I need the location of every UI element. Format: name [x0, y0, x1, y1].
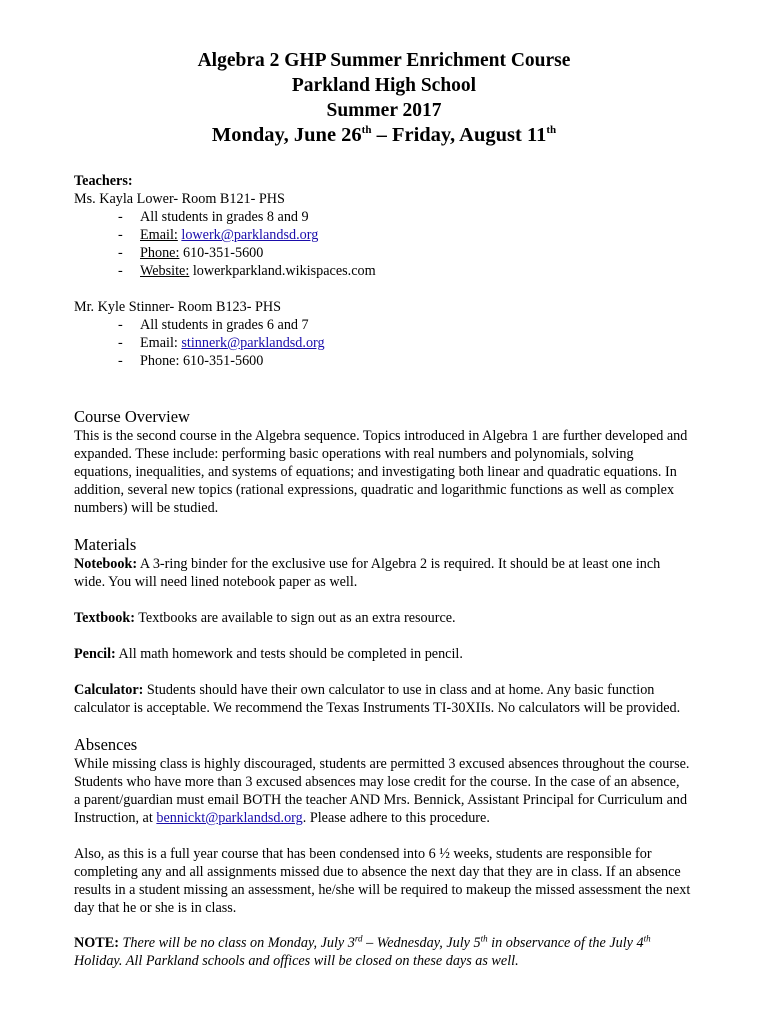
teacher-2-email-link[interactable]: stinnerk@parklandsd.org [181, 335, 325, 351]
notebook-text: Notebook: A 3-ring binder for the exclusive use for Algebra 2 is required. It should be at least one inch [74, 556, 661, 572]
title-dates: Monday, June 26th – Friday, August 11th [211, 124, 557, 146]
overview-line: This is the second course in the Algebra sequence. Topics introduced in Algebra 1 are further developed and [74, 428, 688, 444]
absences-line: results in a student missing an assessment, he/she will be required to makeup the missed assessment the next [74, 882, 691, 898]
teacher-1-email-link[interactable]: lowerk@parklandsd.org [181, 227, 319, 243]
materials-section [74, 535, 748, 717]
absences-line: Students who have more than 3 excused absences may lose credit for the course. In the case of an absence, [74, 774, 680, 790]
note-line-cont: Holiday. All Parkland schools and offices will be closed on these days as well. [74, 953, 519, 969]
pencil-text: Pencil: All math homework and tests should be completed in pencil. [74, 646, 463, 662]
title-term: Summer 2017 [326, 100, 442, 121]
teacher-2-email: - Email: stinnerk@parklandsd.org [118, 334, 748, 352]
teacher-1-name: Ms. Kayla Lower- Room B121- PHS [74, 191, 285, 207]
teachers-label: Teachers: [74, 173, 133, 189]
calculator-text-cont: calculator is acceptable. We recommend the Texas Instruments TI-30XIIs. No calculators will be provided. [74, 700, 681, 716]
bennick-email-link[interactable]: bennickt@parklandsd.org [156, 810, 303, 826]
title-course: Algebra 2 GHP Summer Enrichment Course [197, 50, 571, 71]
absences-line: While missing class is highly discouraged, students are permitted 3 excused absences throughout the course. [74, 756, 690, 772]
teachers-section [74, 172, 748, 370]
note-section [74, 934, 748, 970]
teacher-2-grades: - All students in grades 6 and 7 [118, 316, 748, 334]
absences-line: a parent/guardian must email BOTH the teacher AND Mrs. Bennick, Assistant Principal for Curriculum and [74, 792, 688, 808]
teacher-2-details [74, 316, 748, 370]
teacher-1-phone: - Phone: 610-351-5600 [118, 244, 748, 262]
absences-line: Also, as this is a full year course that has been condensed into 6 ½ weeks, students are responsible for [74, 846, 652, 862]
overview-line: equations, inequalities, and systems of equations; and investigating both linear and quadratic equations. In [74, 464, 677, 480]
materials-heading: Materials [74, 535, 137, 554]
teacher-2-name: Mr. Kyle Stinner- Room B123- PHS [74, 299, 282, 315]
teacher-1-email: - Email: lowerk@parklandsd.org [118, 226, 748, 244]
note-line: NOTE: There will be no class on Monday, July 3rd – Wednesday, July 5th in observance of the July 4th [74, 933, 651, 951]
calculator-text: Calculator: Students should have their own calculator to use in class and at home. Any basic function [74, 682, 655, 698]
absences-line: Instruction, at bennickt@parklandsd.org. Please adhere to this procedure. [74, 810, 490, 826]
textbook-text: Textbook: Textbooks are available to sign out as an extra resource. [74, 610, 456, 626]
absences-section [74, 735, 748, 917]
title-school: Parkland High School [291, 75, 477, 96]
overview-heading: Course Overview [74, 407, 190, 426]
course-overview-section [74, 407, 748, 517]
overview-line: addition, several new topics (rational expressions, quadratic and logarithmic functions as well as complex [74, 482, 675, 498]
absences-heading: Absences [74, 735, 138, 754]
teacher-1-website: - Website: lowerkparkland.wikispaces.com [118, 262, 748, 280]
teacher-1-grades: - All students in grades 8 and 9 [118, 208, 748, 226]
teacher-1-details [74, 208, 748, 280]
overview-line: numbers) will be studied. [74, 500, 219, 516]
absences-line: day that he or she is in class. [74, 900, 237, 916]
teacher-2-phone: - Phone: 610-351-5600 [118, 352, 748, 370]
notebook-text-cont: wide. You will need lined notebook paper as well. [74, 574, 358, 590]
overview-line: expanded. These include: performing basic operations with real numbers and polynomials, solving [74, 446, 634, 462]
document-title [0, 48, 768, 148]
absences-line: completing any and all assignments missed due to absence the next day that they are in class. If an absence [74, 864, 681, 880]
